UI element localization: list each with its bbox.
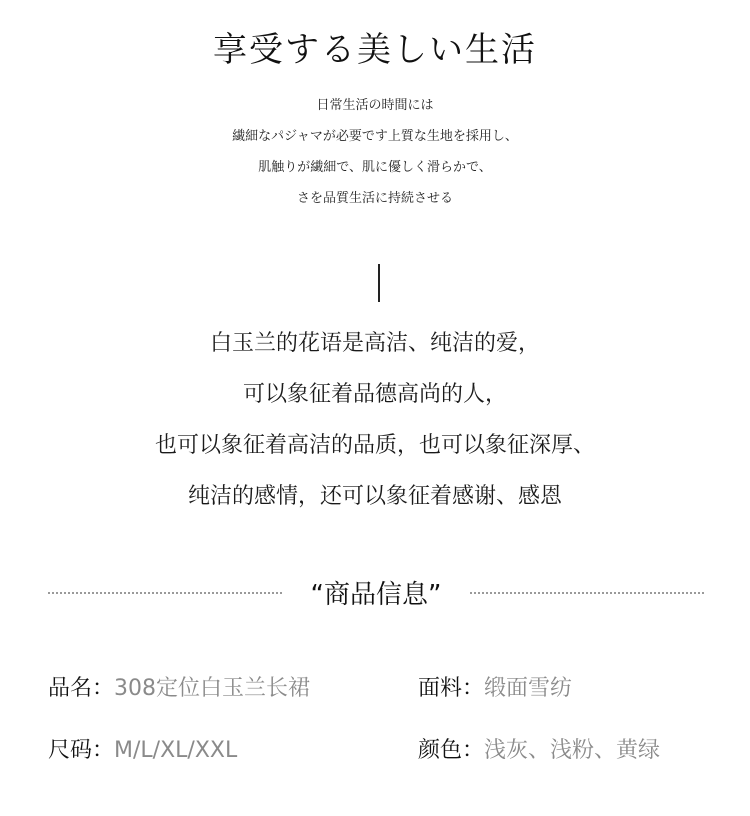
color-row xyxy=(418,733,660,764)
color-label: 颜色： xyxy=(418,738,485,763)
product-info-header xyxy=(0,572,750,616)
page-title: 享受する美しい生活 xyxy=(213,30,537,70)
intro-line: 肌触りが繊細で、肌に優しく滑らかで、 xyxy=(258,160,492,175)
fabric-value: 缎面雪纺 xyxy=(484,676,573,701)
color-value: 浅灰、浅粉、黄绿 xyxy=(484,738,661,763)
section-title: “商品信息” xyxy=(310,580,442,610)
dotted-divider-right xyxy=(470,592,704,594)
dotted-divider-left xyxy=(48,592,282,594)
poem-line: 纯洁的感情，还可以象征着感谢、感恩 xyxy=(187,484,562,509)
intro-line: 繊細なパジャマが必要です上質な生地を採用し、 xyxy=(232,129,518,144)
vertical-divider xyxy=(378,264,380,302)
product-name-row xyxy=(48,671,310,702)
fabric-row xyxy=(418,671,572,702)
poem-line: 也可以象征着高洁的品质，也可以象征深厚、 xyxy=(154,433,595,458)
fabric-label: 面料： xyxy=(418,676,485,701)
intro-text xyxy=(0,90,750,214)
product-name-label: 品名： xyxy=(48,676,115,701)
poem-line: 可以象征着品德高尚的人， xyxy=(242,382,507,407)
product-name-value: 308定位白玉兰长裙 xyxy=(114,676,311,701)
size-label: 尺码： xyxy=(48,738,115,763)
size-row xyxy=(48,733,237,764)
size-value: M/L/XL/XXL xyxy=(114,738,238,763)
flower-language-text xyxy=(0,318,750,522)
intro-line: 日常生活の時間には xyxy=(316,98,434,113)
poem-line: 白玉兰的花语是高洁、纯洁的爱， xyxy=(209,331,540,356)
intro-line: さを品質生活に持続させる xyxy=(296,191,453,206)
